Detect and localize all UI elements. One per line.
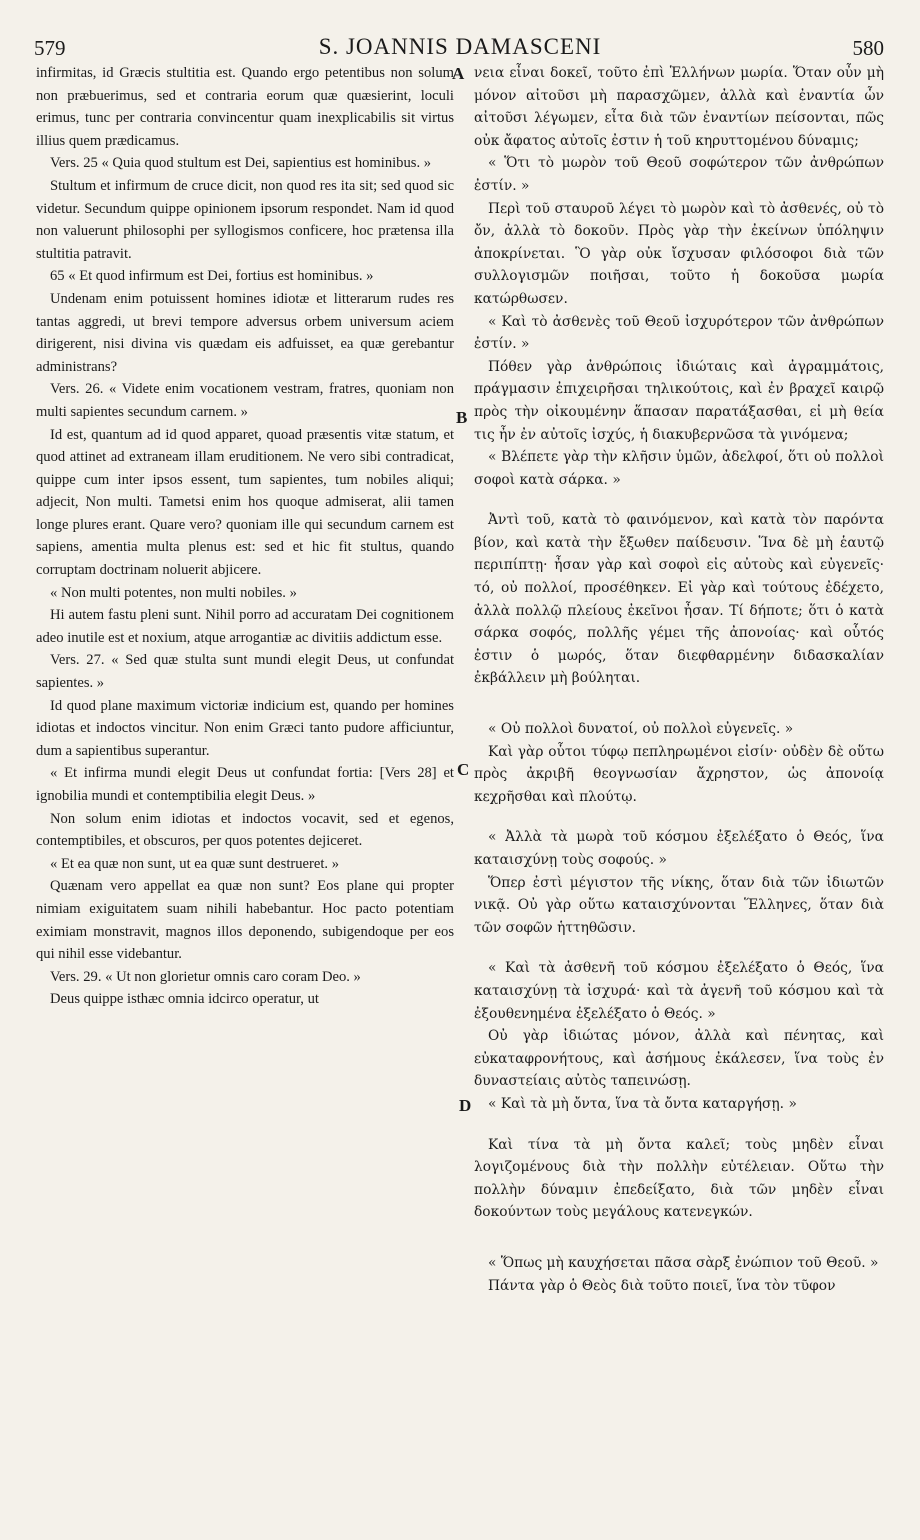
greek-paragraph: Οὐ γὰρ ἰδιώτας μόνον, ἀλλὰ καὶ πένητας, καὶ εὐκαταφρονήτους, καὶ ἀσήμους ἐκάλεσεν, ἵνα τοὺς ἐν δυναστείαις αὐτὸς ταπεινώσῃ.: [474, 1028, 884, 1090]
verse-quote: Vers. 27. « Sed quæ stulta sunt mundi elegit Deus, ut confundat sapientes. »: [36, 652, 454, 692]
verse-quote: « Βλέπετε γὰρ τὴν κλῆσιν ὑμῶν, ἀδελφοί, ὅτι οὐ πολλοὶ σοφοὶ κατὰ σάρκα. »: [474, 449, 884, 488]
latin-paragraph: Deus quippe isthæc omnia idcirco operatur, ut: [50, 991, 319, 1008]
verse-quote: « Καὶ τὸ ἀσθενὲς τοῦ Θεοῦ ἰσχυρότερον τῶν ἀνθρώπων ἐστίν. »: [474, 313, 884, 353]
verse-quote: Vers. 29. « Ut non glorietur omnis caro coram Deo. »: [50, 968, 361, 985]
greek-paragraph: Πόθεν γὰρ ἀνθρώποις ἰδιώταις καὶ ἀγραμμάτοις, πράγμασιν ἐπιχειρῆσαι τηλικούτοις, καὶ ἐν βραχεῖ καιρῷ πρὸς τὴν οἰκουμένην ἅπασαν παρατάξασθαι, εἰ μὴ θεία τις ἦν ἐν αὐτοῖς ἰσχύς, ἡ διακυβερνῶσα τὰ γινόμενα;: [474, 358, 884, 443]
page-number-right: 580: [852, 36, 884, 60]
greek-paragraph: Πάντα γὰρ ὁ Θεὸς διὰ τοῦτο ποιεῖ, ἵνα τὸν τῦφον: [488, 1277, 836, 1294]
page-header: [30, 30, 890, 64]
greek-paragraph: Καὶ γὰρ οὗτοι τύφῳ πεπληρωμένοι εἰσίν· οὐδὲν δὲ οὕτω πρὸς ἀκριβῆ θεογνωσίαν ἄχρηστον, ὡς ἀπονοίᾳ κεχρῆσθαι καὶ πλούτῳ.: [474, 743, 884, 805]
verse-quote: « Ἀλλὰ τὰ μωρὰ τοῦ κόσμου ἐξελέξατο ὁ Θεός, ἵνα καταισχύνῃ τοὺς σοφούς. »: [474, 829, 884, 868]
greek-paragraph: Περὶ τοῦ σταυροῦ λέγει τὸ μωρὸν καὶ τὸ ἀσθενές, οὐ τὸ ὄν, ἀλλὰ τὸ δοκοῦν. Πρὸς γὰρ τὴν ἐκείνων ὑπόληψιν ἀποκρίνεται. Ὃ γὰρ οὐκ ἴσχυσαν φιλόσοφοι διὰ τῶν συλλογισμῶν ποιῆσαι, τοῦτο ἡ δοκοῦσα μωρία κατώρθωσεν.: [474, 200, 884, 307]
verse-quote: 65 « Et quod infirmum est Dei, fortius est hominibus. »: [50, 268, 374, 285]
latin-column: [36, 62, 454, 1011]
latin-paragraph: Hi autem fastu pleni sunt. Nihil porro ad accuratam Dei cognitionem adeo inutile est et noxium, atque arrogantiæ ac divitiis addictum esse.: [36, 607, 454, 646]
verse-quote: « Et infirma mundi elegit Deus ut confundat fortia: [Vers 28] et ignobilia mundi et contemptibilia elegit Deus. »: [36, 765, 454, 804]
latin-paragraph: Stultum et infirmum de cruce dicit, non quod res ita sit; sed quod sic videtur. Secundum quippe opinionem ipsorum respondet. Nam id quod non valuerunt philosophi per syllogismos conficere, hoc prætensa illa stultitia patravit.: [36, 177, 454, 262]
latin-paragraph: Undenam enim potuissent homines idiotæ et litterarum rudes res tantas aggredi, ut brevi tempore adversus orbem universum aciem dirigerent, nisi divina vis quædam eis adfuisset, ea quæ gerebantur administrans?: [36, 290, 454, 375]
margin-marker-c: C: [457, 760, 470, 779]
margin-marker-b: B: [456, 408, 468, 427]
margin-marker-a: A: [452, 64, 465, 83]
greek-paragraph: Ὅπερ ἐστὶ μέγιστον τῆς νίκης, ὅταν διὰ τῶν ἰδιωτῶν νικᾷ. Οὐ γὰρ οὕτω καταισχύνονται Ἕλληνες, ὅταν διὰ τῶν σοφῶν ἡττηθῶσιν.: [474, 874, 884, 936]
greek-paragraph: Ἀντὶ τοῦ, κατὰ τὸ φαινόμενον, καὶ κατὰ τὸν παρόντα βίον, καὶ κατὰ τὴν ἔξωθεν παίδευσιν. Ἵνα δὲ μὴ ἑαυτῷ περιπίπτῃ· ἦσαν γὰρ καὶ σοφοὶ εἰς αὐτοὺς καὶ εὐγενεῖς· τό, οὐ πολλοί, προσέθηκεν. Εἰ γὰρ καὶ τούτους ἐδέχετο, ἀλλὰ πολλῷ πλείους ἐκεῖνοι ἦσαν. Τί δήποτε; ὅτι ὁ κατὰ σάρκα σοφός, πολλῆς γέμει τῆς ἀπονοίας· καὶ οὗτός ἐστιν ὁ μωρός, ὅταν διεφθαρμένην διδασκαλίαν ἐκβάλλειν μὴ βούληται.: [474, 512, 884, 687]
verse-quote: « Καὶ τὰ ἀσθενῆ τοῦ κόσμου ἐξελέξατο ὁ Θεός, ἵνα καταισχύνῃ τὰ ἰσχυρά· καὶ τὰ ἀγενῆ τοῦ κόσμου καὶ τὰ ἐξουθενημένα ἐξελέξατο ὁ Θεός. »: [474, 960, 884, 1022]
running-title: S. JOANNIS DAMASCENI: [318, 34, 602, 59]
latin-paragraph: infirmitas, id Græcis stultitia est. Quando ergo petentibus non solum non præbuerimus, sed et contraria eorum quæ quæsierint, loculi erimus, tunc per contraria convincentur quam inexplicabilis sit virtus illius quem prædicamus.: [36, 65, 454, 149]
verse-quote: Vers. 25 « Quia quod stultum est Dei, sapientius est hominibus. »: [50, 155, 432, 172]
verse-quote: Vers. 26. « Videte enim vocationem vestram, fratres, quoniam non multi sapientes secundum carnem. »: [36, 381, 454, 420]
greek-column: [474, 62, 884, 1297]
verse-quote: « Οὐ πολλοὶ δυνατοί, οὐ πολλοὶ εὐγενεῖς. »: [488, 721, 794, 738]
latin-paragraph: Non solum enim idiotas et indoctos vocavit, sed et egenos, contemptibiles, et obscuros, per quos potentes dejiceret.: [36, 810, 454, 850]
page-number-left: 579: [34, 36, 66, 60]
verse-quote: « Et ea quæ non sunt, ut ea quæ sunt destrueret. »: [50, 855, 339, 872]
verse-quote: « Ὅτι τὸ μωρὸν τοῦ Θεοῦ σοφώτερον τῶν ἀνθρώπων ἐστίν. »: [474, 155, 884, 194]
verse-quote: « Καὶ τὰ μὴ ὄντα, ἵνα τὰ ὄντα καταργήσῃ. »: [488, 1095, 797, 1112]
latin-paragraph: Quænam vero appellat ea quæ non sunt? Eos plane qui propter nimiam exiguitatem suam nihili habebantur. Hoc pacto potentiam eximiam monstravit, magnos illos deponendo, subigendoque per eos qui nihil esse videbantur.: [36, 878, 454, 963]
greek-paragraph: Καὶ τίνα τὰ μὴ ὄντα καλεῖ; τοὺς μηδὲν εἶναι λογιζομένους διὰ τὴν πολλὴν εὐτέλειαν. Οὕτω τὴν πολλὴν δύναμιν ἐπεδείξατο, διὰ τῶν μηδὲν εἶναι δοκούντων τοὺς μεγάλους κατενεγκών.: [474, 1136, 884, 1221]
verse-quote: « Ὅπως μὴ καυχήσεται πᾶσα σὰρξ ἐνώπιον τοῦ Θεοῦ. »: [488, 1254, 879, 1271]
margin-marker-d: D: [459, 1096, 472, 1115]
latin-paragraph: Id quod plane maximum victoriæ indicium est, quando per homines idiotas et indoctos vincitur. Non enim Græci tanto pudore afficiuntur, dum a sapientibus superantur.: [36, 697, 454, 759]
verse-quote: « Non multi potentes, non multi nobiles. »: [50, 584, 297, 601]
latin-paragraph: Id est, quantum ad id quod apparet, quoad præsentis vitæ statum, et quod attinet ad extraneam illam eruditionem. Ne vero sibi contradicat, quippe cum inter ipsos essent, tum sapientes, tum nobiles aliqui; adjecit, Non multi. Tametsi enim hos quoque admiserat, alii tamen longe plures erant. Quare vero? quoniam ille qui secundum carnem est sapiens, amentia multa plenus est: sed et hic fit stultus, quando corruptam doctrinam noluerit abjicere.: [36, 426, 454, 579]
greek-paragraph: νεια εἶναι δοκεῖ, τοῦτο ἐπὶ Ἑλλήνων μωρία. Ὅταν οὖν μὴ μόνον αἰτοῦσι μὴ παρασχῶμεν, ἀλλὰ καὶ ἐναντία ὧν αἰτοῦσι λέγωμεν, εἶτα διὰ τῶν ἐναντίων πείσονται, πῶς οὐκ ἄφατος αὐτοῖς ἐστιν ἡ τοῦ κηρυττομένου δύναμις;: [474, 65, 884, 149]
